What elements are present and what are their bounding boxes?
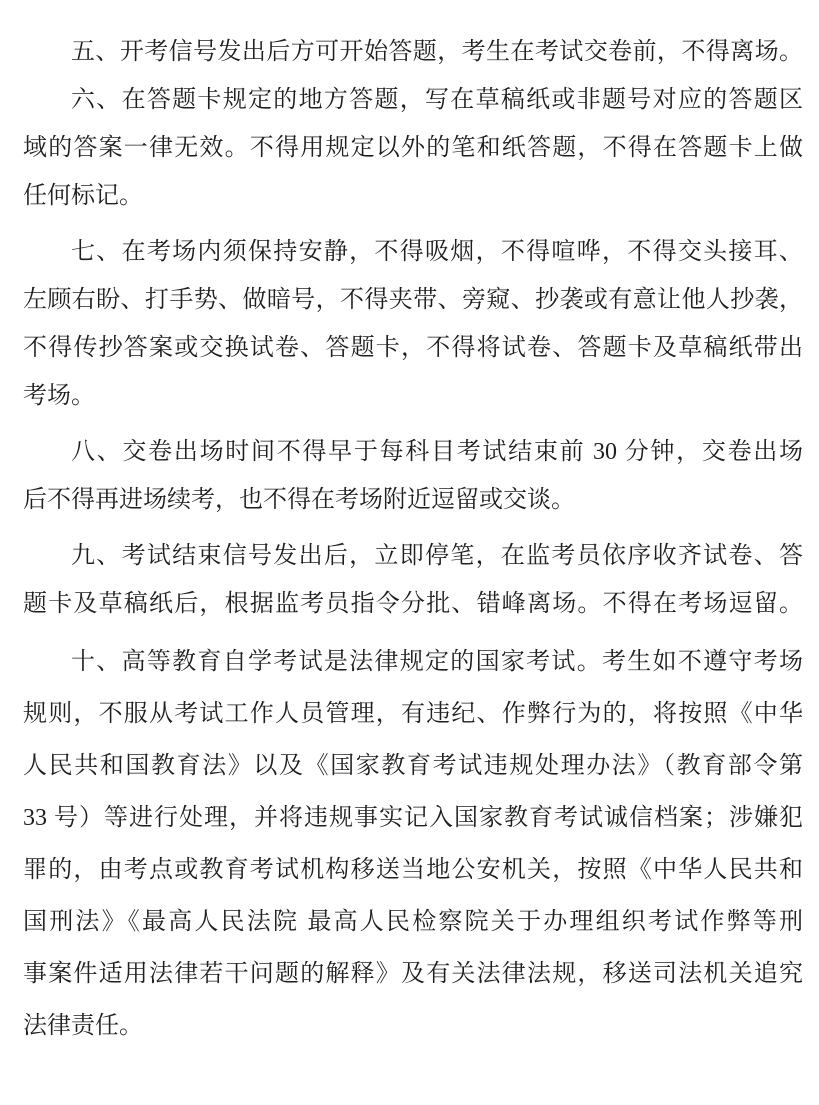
text-line: 人民共和国教育法》以及《国家教育考试违规处理办法》（教育部令第 (23, 753, 803, 779)
text-line: 规则，不服从考试工作人员管理，有违纪、作弊行为的，将按照《中华 (23, 701, 803, 727)
text-line: 七、在考场内须保持安静，不得吸烟，不得喧哗，不得交头接耳、 (71, 239, 803, 265)
text-line: 法律责任。 (23, 1013, 143, 1039)
text-line: 域的答案一律无效。不得用规定以外的笔和纸答题，不得在答题卡上做 (23, 135, 803, 161)
text-line: 事案件适用法律若干问题的解释》及有关法律法规，移送司法机关追究 (23, 961, 803, 987)
paragraph-rule-5 (23, 28, 803, 76)
text-line: 左顾右盼、打手势、做暗号，不得夹带、旁窥、抄袭或有意让他人抄袭， (23, 287, 803, 313)
text-line: 题卡及草稿纸后，根据监考员指令分批、错峰离场。不得在考场逗留。 (23, 591, 803, 617)
text-line: 八、交卷出场时间不得早于每科目考试结束前 30 分钟，交卷出场 (71, 439, 803, 465)
paragraph-rule-6 (23, 76, 803, 220)
paragraph-rule-9 (23, 532, 803, 628)
text-line: 五、开考信号发出后方可开始答题，考生在考试交卷前，不得离场。 (71, 39, 803, 65)
text-line: 九、考试结束信号发出后，立即停笔，在监考员依序收齐试卷、答 (71, 543, 803, 569)
paragraph-rule-10 (23, 636, 803, 1052)
text-line: 罪的，由考点或教育考试机构移送当地公安机关，按照《中华人民共和 (23, 857, 803, 883)
text-line: 六、在答题卡规定的地方答题，写在草稿纸或非题号对应的答题区 (71, 87, 803, 113)
text-line: 国刑法》《最高人民法院 最高人民检察院关于办理组织考试作弊等刑 (23, 909, 803, 935)
text-line: 33 号）等进行处理，并将违规事实记入国家教育考试诚信档案；涉嫌犯 (23, 805, 803, 831)
text-line: 后不得再进场续考，也不得在考场附近逗留或交谈。 (23, 487, 575, 513)
paragraph-rule-8 (23, 428, 803, 524)
paragraph-rule-7 (23, 228, 803, 420)
text-line: 十、高等教育自学考试是法律规定的国家考试。考生如不遵守考场 (71, 649, 803, 675)
text-line: 任何标记。 (23, 183, 143, 209)
text-line: 考场。 (23, 383, 95, 409)
text-line: 不得传抄答案或交换试卷、答题卡，不得将试卷、答题卡及草稿纸带出 (23, 335, 803, 361)
